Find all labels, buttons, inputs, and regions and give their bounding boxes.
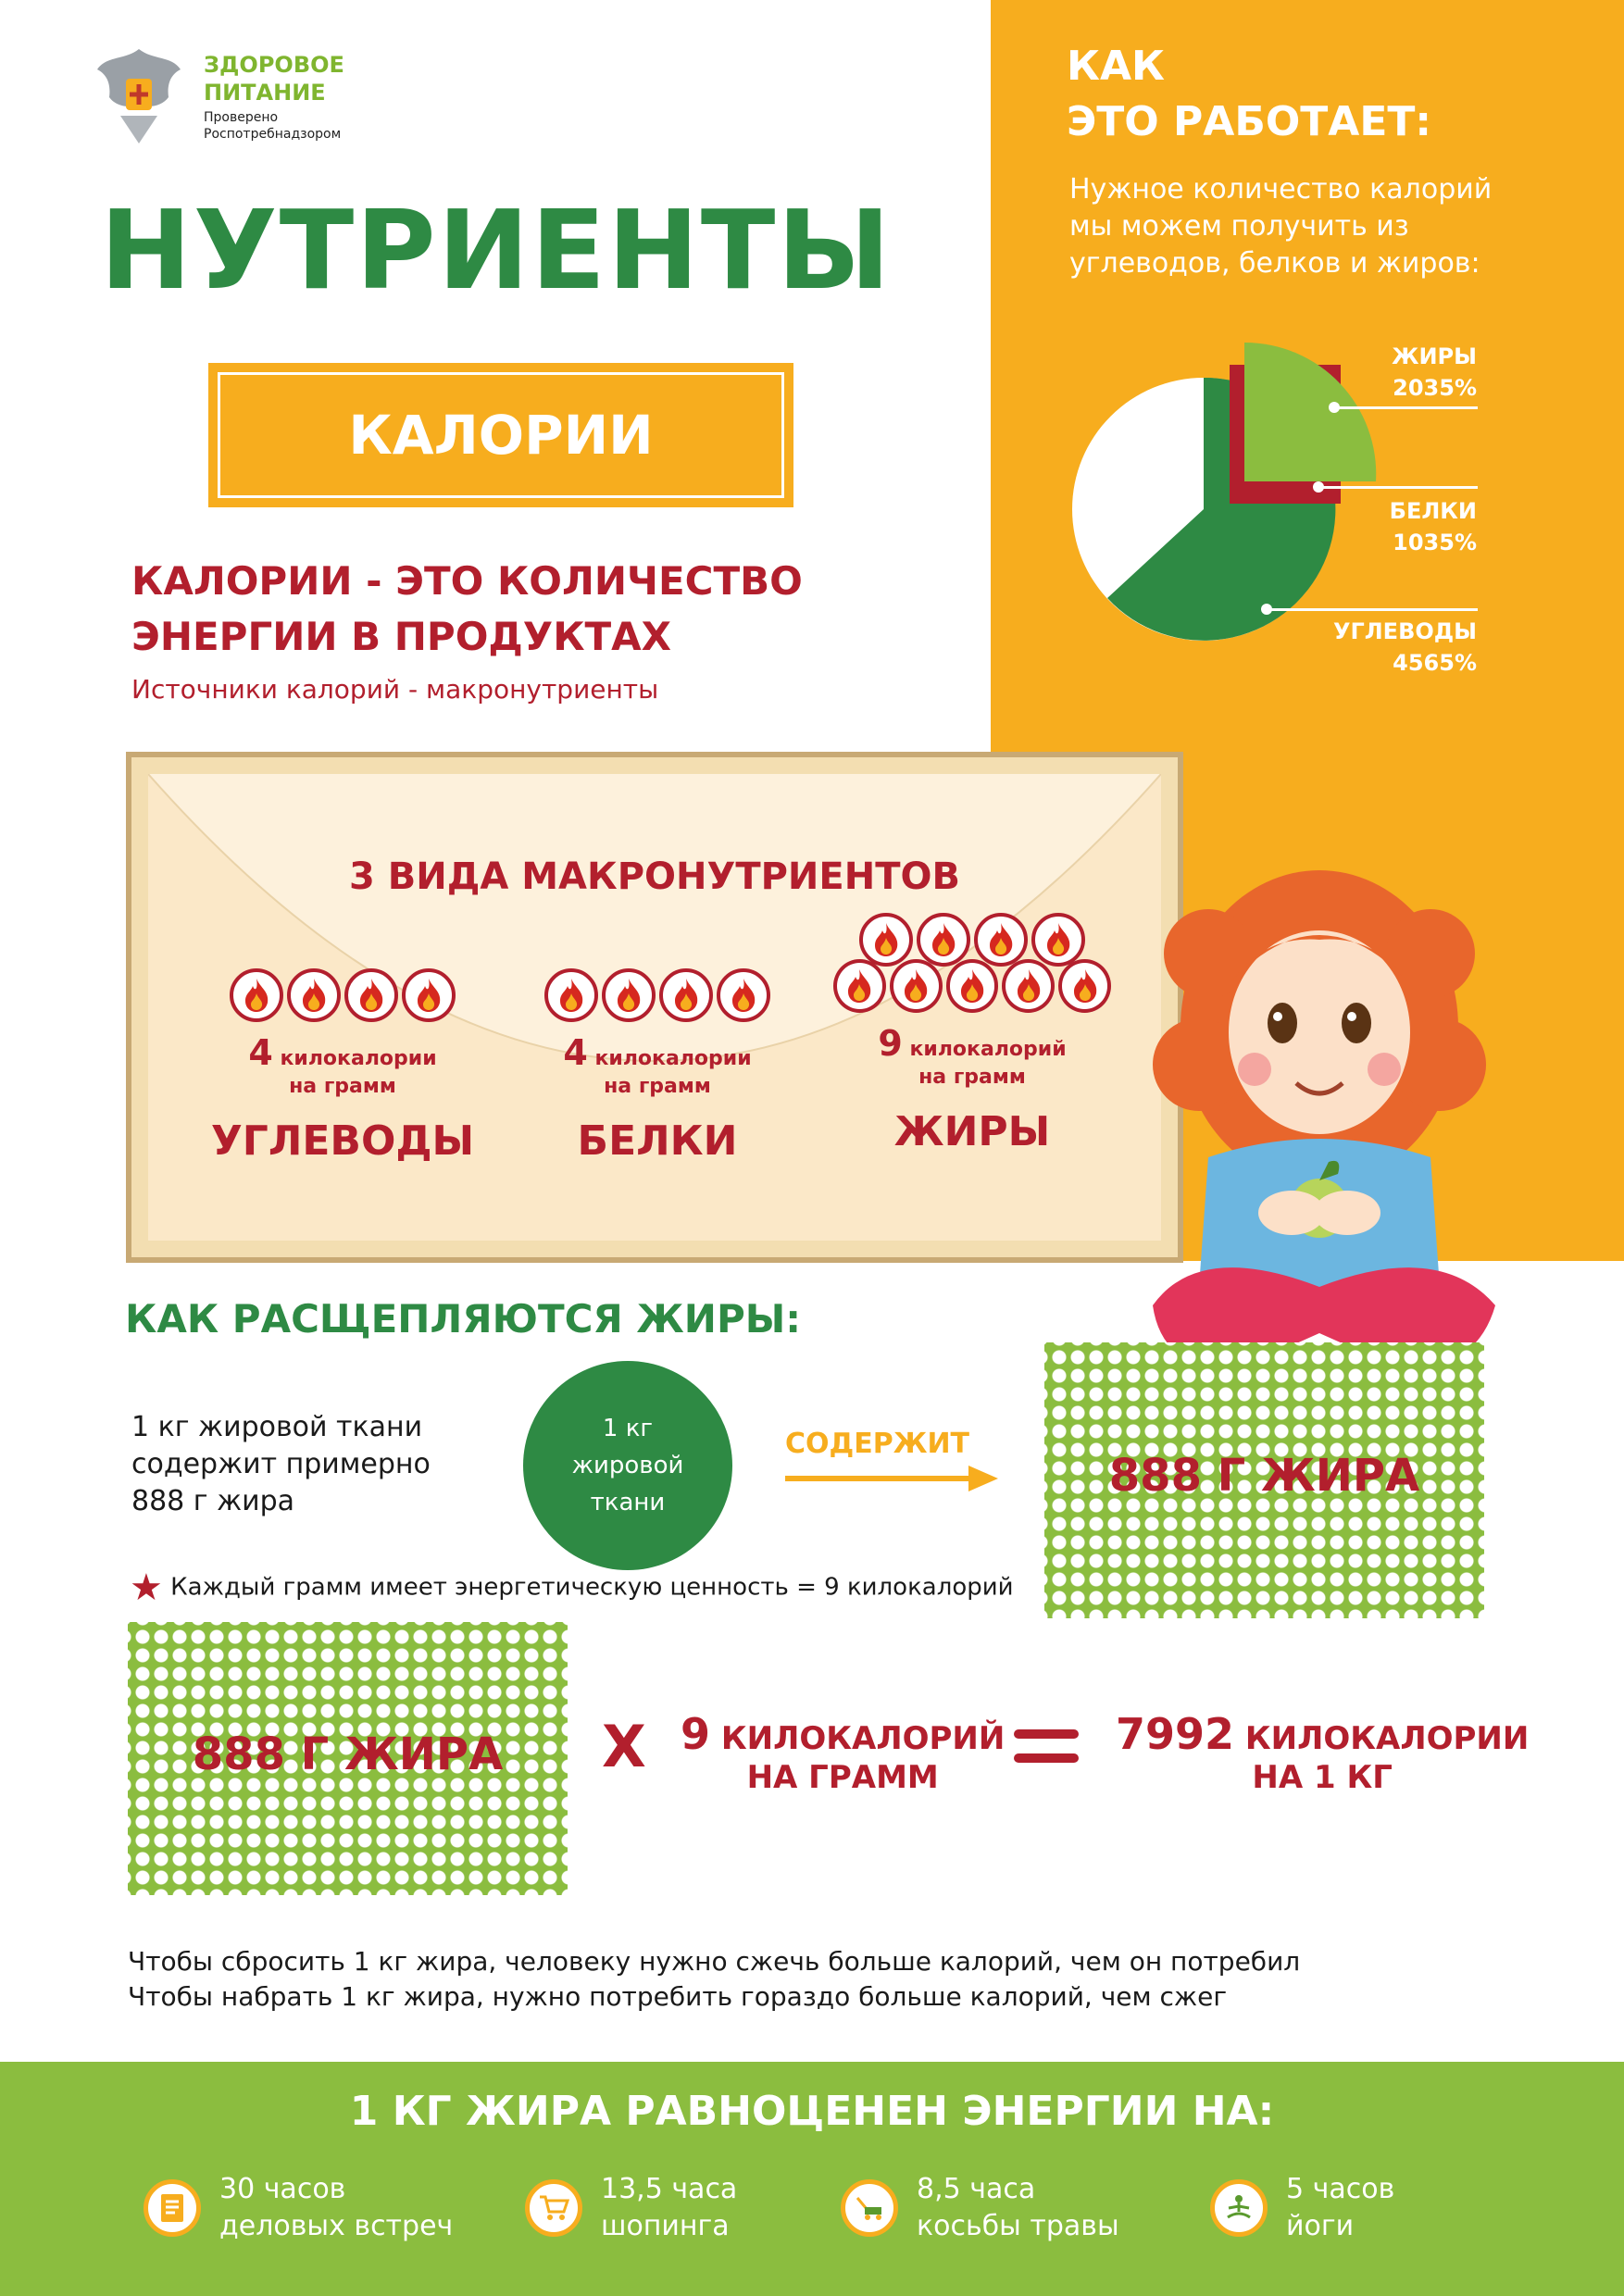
- flame-icon: [344, 968, 398, 1022]
- how-it-works-title: [1067, 39, 1431, 150]
- fat-text-line3: 888 г жира: [131, 1485, 295, 1517]
- macronutrients-board: [126, 752, 1183, 1263]
- board-inner: [148, 774, 1161, 1241]
- fat-text-line2: содержит примерно: [131, 1448, 431, 1480]
- formula-num1: 9: [681, 1709, 711, 1759]
- grid-label: 888 Г ЖИРА: [1108, 1450, 1420, 1502]
- activity-name: шопинга: [601, 2210, 730, 2242]
- pie-line-proteins: [1318, 486, 1478, 489]
- flame-icon: [946, 959, 999, 1013]
- how-line2: ЭТО РАБОТАЕТ:: [1067, 98, 1432, 145]
- pie-label-proteins: [1333, 495, 1477, 558]
- flame-row: [204, 968, 481, 1022]
- activity-hours: 30 часов: [219, 2173, 346, 2205]
- equals-icon: [1014, 1728, 1079, 1765]
- definition-line2: ЭНЕРГИИ В ПРОДУКТАХ: [131, 614, 672, 659]
- activity-hours: 8,5 часа: [917, 2173, 1036, 2205]
- flame-icon: [1058, 959, 1111, 1013]
- energy-note-text: Каждый грамм имеет энергетическую ценность = 9 килокалорий: [170, 1573, 1014, 1602]
- activity-shopping: [525, 2171, 737, 2245]
- kcal-number: 9: [878, 1023, 903, 1064]
- logo-subtitle: [204, 109, 341, 143]
- calories-definition: [131, 554, 872, 665]
- macro-proteins: [518, 968, 796, 1165]
- formula-per1: НА ГРАММ: [746, 1759, 939, 1796]
- fat-grams-grid-2: [128, 1622, 568, 1895]
- flame-icon: [917, 913, 970, 967]
- activity-meetings: [144, 2171, 453, 2245]
- pie-label-value: 2035%: [1393, 375, 1477, 401]
- kcal-unit: килокалории: [280, 1047, 437, 1070]
- note-line2: Чтобы набрать 1 кг жира, нужно потребить гораздо больше калорий, чем сжег: [128, 1981, 1228, 2012]
- star-icon: ★: [130, 1566, 163, 1609]
- macro-name: УГЛЕВОДЫ: [210, 1117, 475, 1165]
- calories-label: КАЛОРИИ: [218, 372, 784, 498]
- formula-per2: НА 1 КГ: [1252, 1759, 1393, 1796]
- flame-icon: [974, 913, 1028, 967]
- logo-line1: ЗДОРОВОЕ: [204, 52, 344, 78]
- flame-row: [833, 959, 1111, 1013]
- circle-line1: 1 кг: [602, 1415, 654, 1442]
- activity-name: йоги: [1286, 2210, 1355, 2242]
- macro-name: БЕЛКИ: [577, 1117, 738, 1165]
- pie-label-name: БЕЛКИ: [1389, 498, 1477, 524]
- how-it-works-text: Нужное количество калорий мы можем получить из углеводов, белков и жиров:: [1069, 173, 1493, 280]
- flame-icon: [859, 913, 913, 967]
- flame-icon: [1031, 913, 1085, 967]
- logo-line4: Роспотребнадзором: [204, 127, 342, 142]
- formula-num2: 7992: [1116, 1709, 1235, 1759]
- pie-label-name: ЖИРЫ: [1392, 343, 1477, 369]
- fat-grams-grid: [1044, 1342, 1484, 1618]
- definition-subtitle: Источники калорий - макронутриенты: [131, 674, 659, 705]
- note-line1: Чтобы сбросить 1 кг жира, человеку нужно сжечь больше калорий, чем он потребил: [128, 1946, 1301, 1977]
- flame-icon: [833, 959, 886, 1013]
- board-title: 3 ВИДА МАКРОНУТРИЕНТОВ: [349, 855, 960, 898]
- flame-icon: [659, 968, 713, 1022]
- activity-hours: 13,5 часа: [601, 2173, 738, 2205]
- flame-icon: [717, 968, 770, 1022]
- fat-text-line1: 1 кг жировой ткани: [131, 1411, 423, 1443]
- fat-section-title: КАК РАСЩЕПЛЯЮТСЯ ЖИРЫ:: [125, 1296, 802, 1341]
- circle-line3: ткани: [590, 1489, 666, 1516]
- pie-label-name: УГЛЕВОДЫ: [1332, 618, 1477, 644]
- definition-line1: КАЛОРИИ - ЭТО КОЛИЧЕСТВО: [131, 558, 803, 604]
- circle-line2: жировой: [571, 1452, 684, 1479]
- grid-label: 888 Г ЖИРА: [192, 1728, 504, 1780]
- kcal-unit: килокалорий: [909, 1038, 1067, 1061]
- multiply-sign: Х: [602, 1713, 646, 1780]
- flame-icon: [602, 968, 656, 1022]
- lawnmower-icon: [841, 2179, 898, 2237]
- kcal-per: на грамм: [604, 1075, 711, 1098]
- kcal-number: 4: [248, 1032, 273, 1073]
- pie-label-value: 4565%: [1393, 650, 1477, 676]
- flame-icon: [1002, 959, 1055, 1013]
- kcal-carbs: [204, 1032, 481, 1101]
- flame-icon: [287, 968, 341, 1022]
- calories-box: [208, 363, 793, 507]
- cart-icon: [525, 2179, 582, 2237]
- flame-icon: [890, 959, 943, 1013]
- fat-notes: [128, 1944, 1300, 2015]
- kcal-per: на грамм: [918, 1066, 1026, 1089]
- activity-name: деловых встреч: [219, 2210, 454, 2242]
- document-icon: [144, 2179, 201, 2237]
- fat-description: [131, 1409, 431, 1520]
- yoga-icon: [1210, 2179, 1268, 2237]
- formula-unit1: КИЛОКАЛОРИЙ: [720, 1720, 1006, 1757]
- page-title: НУТРИЕНТЫ: [100, 186, 893, 314]
- logo-line2: ПИТАНИЕ: [204, 80, 326, 106]
- macro-carbs: [204, 968, 481, 1165]
- emblem-icon: [93, 42, 185, 148]
- activity-name: косьбы травы: [917, 2210, 1119, 2242]
- kcal-number: 4: [563, 1032, 588, 1073]
- kcal-per: на грамм: [289, 1075, 396, 1098]
- pie-line-fats: [1334, 406, 1478, 409]
- logo-line3: Проверено: [204, 110, 279, 125]
- flame-icon: [544, 968, 598, 1022]
- activity-yoga: [1210, 2171, 1394, 2245]
- fat-tissue-circle: [523, 1361, 732, 1570]
- pie-label-fats: [1333, 341, 1477, 404]
- kcal-unit: килокалории: [594, 1047, 752, 1070]
- formula-kcal-per-gram: [681, 1709, 1006, 1797]
- macro-name: ЖИРЫ: [893, 1108, 1051, 1155]
- bottom-title: 1 КГ ЖИРА РАВНОЦЕНЕН ЭНЕРГИИ НА:: [349, 2088, 1275, 2135]
- activity-hours: 5 часов: [1286, 2173, 1395, 2205]
- contains-label: СОДЕРЖИТ: [785, 1428, 970, 1460]
- kcal-proteins: [518, 1032, 796, 1101]
- macro-fats: [833, 913, 1111, 1155]
- flame-icon: [230, 968, 283, 1022]
- pie-label-carbs: [1296, 616, 1477, 679]
- pie-line-carbs: [1267, 608, 1478, 611]
- flame-row: [518, 968, 796, 1022]
- formula-unit2: КИЛОКАЛОРИИ: [1244, 1720, 1530, 1757]
- arrow-right-icon: [785, 1466, 998, 1491]
- flame-icon: [402, 968, 456, 1022]
- energy-note: [130, 1566, 1014, 1609]
- logo-title: [204, 51, 344, 106]
- girl-illustration: [1143, 852, 1514, 1416]
- kcal-fats: [833, 1023, 1111, 1092]
- activity-mowing: [841, 2171, 1119, 2245]
- pie-label-value: 1035%: [1393, 530, 1477, 555]
- how-line1: КАК: [1067, 43, 1165, 90]
- formula-result: [1116, 1709, 1530, 1797]
